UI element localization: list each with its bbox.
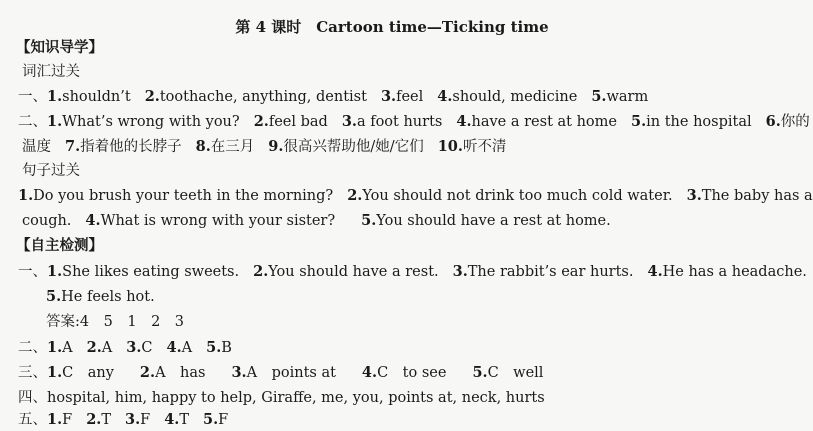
item-text: 你的 <box>780 114 810 130</box>
item-num: 2. <box>144 88 160 105</box>
item-text: You should have a rest at home. <box>376 213 611 229</box>
vocab-part2-line1 <box>18 112 810 132</box>
item-text: You should not drink too much cold water. <box>362 188 673 204</box>
item-text: The rabbit’s ear hurts. <box>467 264 634 280</box>
item-num: 3. <box>125 411 141 428</box>
item-num: 1. <box>47 88 63 105</box>
item-num: 1. <box>47 263 63 280</box>
section-self-heading: 【自主检测】 <box>16 237 103 254</box>
item-text: T <box>101 412 112 428</box>
page-title: 第 4 课时 Cartoon time—Ticking time <box>235 18 549 36</box>
answer-values: 4 5 1 2 3 <box>79 314 185 330</box>
item-text: feel bad <box>268 114 328 130</box>
self-part1-line1 <box>18 262 807 282</box>
item-num: 2. <box>86 411 102 428</box>
item-text: A <box>62 340 73 356</box>
item-num: 9. <box>268 138 284 155</box>
section-knowledge-heading: 【知识导学】 <box>16 39 103 56</box>
item-text: 很高兴帮助他/她/它们 <box>283 139 424 155</box>
part-number: 五、 <box>18 412 47 428</box>
item-num: 4. <box>437 88 453 105</box>
self-part1-answers <box>46 312 184 332</box>
self-part5 <box>18 410 228 430</box>
part-number: 四、 <box>18 390 47 406</box>
item-num: 3. <box>380 88 397 105</box>
item-text: What’s wrong with you? <box>62 114 240 130</box>
vocab-heading: 词汇过关 <box>22 64 80 80</box>
item-text: F <box>140 412 151 428</box>
item-text: warm <box>606 89 649 105</box>
item-text: a foot hurts <box>356 114 443 130</box>
item-text: feel <box>396 89 424 105</box>
item-num: 2. <box>253 263 269 280</box>
self-part2 <box>18 338 232 358</box>
item-num: 3. <box>231 364 247 381</box>
item-text: A <box>181 340 193 356</box>
item-text: hospital, him, happy to help, Giraffe, me, you, points at, neck, hurts <box>47 390 545 406</box>
item-text: shouldn’t <box>62 89 131 105</box>
item-num: 1. <box>47 364 63 381</box>
item-text: C well <box>487 365 544 381</box>
item-text: should, medicine <box>452 89 578 105</box>
item-text: T <box>179 412 190 428</box>
item-text: F <box>62 412 73 428</box>
item-num: 5. <box>206 339 222 356</box>
item-text: toothache, anything, dentist <box>159 89 367 105</box>
item-num: 4. <box>647 263 663 280</box>
vocab-part2-line2 <box>22 137 506 157</box>
item-text: 温度 <box>22 139 51 155</box>
item-text: 听不清 <box>462 139 507 155</box>
item-text: in the hospital <box>646 114 752 130</box>
item-text: He feels hot. <box>61 289 155 305</box>
part1-number: 一、 <box>18 89 47 105</box>
item-num: 6. <box>765 113 781 130</box>
item-num: 5. <box>472 364 488 381</box>
item-text: She likes eating sweets. <box>62 264 240 280</box>
item-text: C to see <box>377 365 447 381</box>
item-num: 8. <box>195 138 211 155</box>
self-part1-line2 <box>46 287 155 307</box>
item-text: have a rest at home <box>471 114 617 130</box>
item-num: 10. <box>437 138 463 155</box>
item-num: 5. <box>46 288 62 305</box>
item-text: C any <box>62 365 114 381</box>
item-num: 1. <box>47 339 63 356</box>
item-text: He has a headache. <box>662 264 807 280</box>
item-num: 5. <box>591 88 607 105</box>
item-text: What is wrong with your sister? <box>100 213 336 229</box>
item-num: 3. <box>686 187 702 204</box>
sentences-line2 <box>22 211 611 231</box>
sentence-heading: 句子过关 <box>22 163 80 179</box>
item-text: F <box>218 412 229 428</box>
part-number: 一、 <box>18 264 47 280</box>
item-num: 2. <box>347 187 363 204</box>
item-num: 2. <box>86 339 102 356</box>
item-num: 1. <box>47 411 63 428</box>
item-num: 1. <box>18 187 34 204</box>
item-num: 4. <box>456 113 472 130</box>
item-num: 4. <box>361 364 378 381</box>
item-text: A <box>101 340 113 356</box>
item-num: 4. <box>85 212 101 229</box>
item-num: 3. <box>126 339 142 356</box>
item-num: 5. <box>203 411 219 428</box>
item-num: 7. <box>65 138 81 155</box>
part-number: 二、 <box>18 340 47 356</box>
item-num: 1. <box>47 113 63 130</box>
item-text: B <box>221 340 232 356</box>
item-num: 2. <box>253 113 269 130</box>
item-num: 3. <box>341 113 357 130</box>
item-num: 4. <box>164 411 180 428</box>
item-num: 3. <box>452 263 468 280</box>
answer-label: 答案: <box>46 314 80 330</box>
item-text: A points at <box>246 365 336 381</box>
item-num: 4. <box>166 339 182 356</box>
sentences-line1 <box>18 186 813 206</box>
item-num: 5. <box>361 212 377 229</box>
part2-number: 二、 <box>18 114 47 130</box>
item-text: The baby has a <box>701 188 813 204</box>
vocab-part1 <box>18 87 648 107</box>
item-num: 2. <box>139 364 156 381</box>
item-text: C <box>141 340 153 356</box>
item-num: 5. <box>631 113 647 130</box>
item-text: 指着他的长脖子 <box>80 139 182 155</box>
item-text: cough. <box>22 213 72 229</box>
self-part3 <box>18 363 543 383</box>
self-part4 <box>18 388 545 408</box>
item-text: Do you brush your teeth in the morning? <box>33 188 334 204</box>
part-number: 三、 <box>18 365 47 381</box>
item-text: You should have a rest. <box>268 264 439 280</box>
item-text: 在三月 <box>210 139 255 155</box>
item-text: A has <box>155 365 206 381</box>
